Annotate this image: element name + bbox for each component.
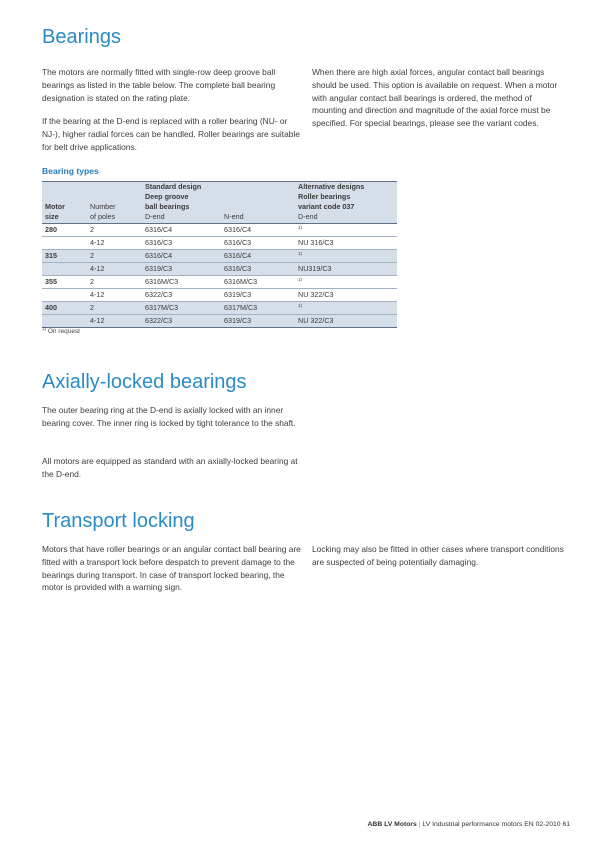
cell-alternative: NU 316/C3	[295, 237, 397, 250]
bearings-right-paragraph: When there are high axial forces, angular contact ball bearings should be used. This option is available on request. When a motor with angular contact ball bearings is ordered, the method of mounting and direction and magnitude of the axial force must be specified. For special bearings, please see the variant codes.	[312, 67, 558, 129]
bearings-left-paragraph-1: The motors are normally fitted with single-row deep groove ball bearings as listed in the table below. The complete ball bearing designation is stated on the rating plate.	[42, 67, 276, 103]
transport-left-paragraph: Motors that have roller bearings or an angular contact ball bearing are fitted with a transport lock before despatch to prevent damage to the bearings during transport. In case of transport locked bearing, the motor is provided with a warning sign.	[42, 544, 301, 593]
cell-poles: 2	[87, 224, 142, 237]
cell-n-end: 6317M/C3	[221, 302, 295, 315]
footer-text: LV Industrial performance motors EN 02-2010	[422, 821, 561, 828]
table-row	[42, 302, 397, 315]
cell-motor-size	[42, 263, 87, 276]
transport-right-paragraph: Locking may also be fitted in other cases where transport conditions are suspected of being potentially damaging.	[312, 544, 564, 567]
cell-alternative	[295, 224, 397, 237]
cell-d-end: 6322/C3	[142, 289, 221, 302]
table-row	[42, 289, 397, 302]
bearings-heading: Bearings	[42, 26, 121, 48]
table-row	[42, 276, 397, 289]
cell-poles: 2	[87, 250, 142, 263]
cell-poles: 4-12	[87, 237, 142, 250]
cell-n-end: 6316/C4	[221, 224, 295, 237]
cell-d-end: 6322/C3	[142, 315, 221, 328]
header-standard-design-d-end: Standard design Deep groove ball bearings D-end	[142, 182, 221, 224]
footnote-ref: 1)	[298, 251, 303, 256]
cell-poles: 2	[87, 276, 142, 289]
cell-poles: 2	[87, 302, 142, 315]
cell-n-end: 6316/C3	[221, 263, 295, 276]
footer-separator: |	[418, 821, 421, 828]
cell-poles: 4-12	[87, 263, 142, 276]
cell-motor-size: 355	[42, 276, 87, 289]
cell-motor-size: 280	[42, 224, 87, 237]
footer-brand: ABB LV Motors	[367, 821, 417, 828]
cell-d-end: 6316/C4	[142, 224, 221, 237]
cell-d-end: 6316M/C3	[142, 276, 221, 289]
table-row	[42, 237, 397, 250]
cell-d-end: 6319/C3	[142, 263, 221, 276]
cell-n-end: 6316/C4	[221, 250, 295, 263]
cell-n-end: 6319/C3	[221, 289, 295, 302]
table-header-row	[42, 182, 397, 224]
cell-alternative	[295, 302, 397, 315]
bearings-left-paragraph-2: If the bearing at the D-end is replaced with a roller bearing (NU- or NJ-), higher radial forces can be handled. Roller bearings are suitable for belt drive applications.	[42, 116, 300, 152]
footnote-ref: 1)	[298, 277, 303, 282]
cell-n-end: 6319/C3	[221, 315, 295, 328]
transport-locking-heading: Transport locking	[42, 510, 195, 532]
cell-poles: 4-12	[87, 315, 142, 328]
cell-d-end: 6316/C4	[142, 250, 221, 263]
cell-poles: 4-12	[87, 289, 142, 302]
footnote-ref: 1)	[298, 225, 303, 230]
bearing-types-table	[42, 181, 397, 328]
cell-motor-size: 315	[42, 250, 87, 263]
cell-motor-size: 400	[42, 302, 87, 315]
table-row	[42, 263, 397, 276]
table-row	[42, 315, 397, 328]
table-footnote	[42, 326, 80, 335]
axially-paragraph-2: All motors are equipped as standard with an axially-locked bearing at the D-end.	[42, 456, 298, 479]
cell-n-end: 6316M/C3	[221, 276, 295, 289]
cell-motor-size	[42, 289, 87, 302]
cell-motor-size	[42, 237, 87, 250]
cell-alternative: NU 322/C3	[295, 289, 397, 302]
table-row	[42, 250, 397, 263]
cell-alternative: NU 322/C3	[295, 315, 397, 328]
header-motor-size: Motor size	[42, 182, 87, 224]
bearing-types-heading: Bearing types	[42, 166, 99, 176]
page-number: 61	[562, 821, 570, 828]
page-footer	[368, 821, 571, 828]
cell-alternative	[295, 276, 397, 289]
table-row	[42, 224, 397, 237]
cell-alternative	[295, 250, 397, 263]
cell-alternative: NU319/C3	[295, 263, 397, 276]
footnote-mark: 1)	[42, 326, 47, 331]
header-number-of-poles: Number of poles	[87, 182, 142, 224]
header-n-end: N-end	[221, 182, 295, 224]
header-alternative-designs: Alternative designs Roller bearings variant code 037 D-end	[295, 182, 397, 224]
cell-d-end: 6316/C3	[142, 237, 221, 250]
cell-n-end: 6316/C3	[221, 237, 295, 250]
footnote-text: On request	[47, 328, 80, 336]
axially-locked-heading: Axially-locked bearings	[42, 371, 247, 393]
axially-paragraph-1: The outer bearing ring at the D-end is axially locked with an inner bearing cover. The inner ring is locked by tight tolerance to the shaft.	[42, 405, 296, 428]
footnote-ref: 1)	[298, 303, 303, 308]
cell-d-end: 6317M/C3	[142, 302, 221, 315]
